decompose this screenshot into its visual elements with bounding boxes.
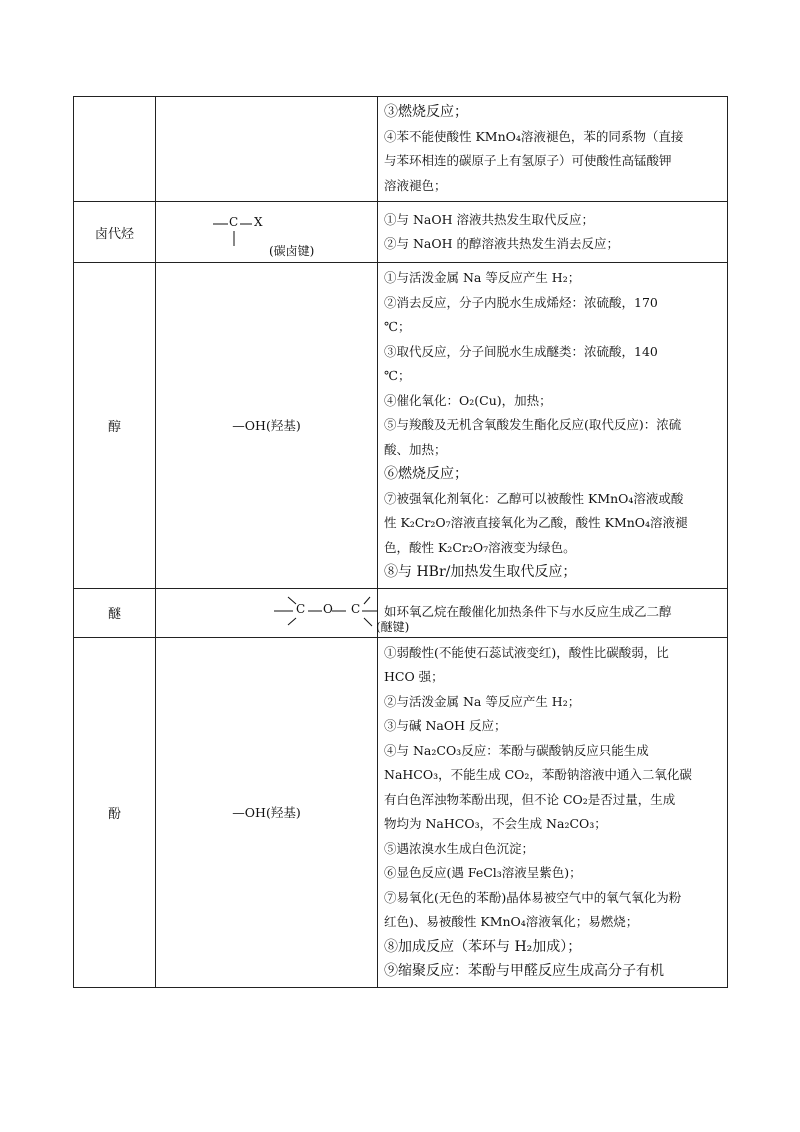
reactions-cell [378, 97, 728, 202]
reactions-cell [378, 637, 728, 987]
bond-lines [156, 202, 378, 262]
reaction-line: ℃； [384, 368, 411, 383]
reaction-line: ①弱酸性(不能使石蕊试液变红)，酸性比碳酸弱，比 [384, 644, 669, 660]
group-name: (醚键) [376, 619, 410, 634]
reactions-cell [378, 588, 728, 637]
functional-group-cell: —OH(羟基) [156, 263, 378, 589]
reaction-line: ⑧与 HBr/加热发生取代反应； [384, 564, 577, 580]
reaction-line: ②与 NaOH 的醇溶液共热发生消去反应； [384, 236, 619, 251]
reaction-line: 如环氧乙烷在酸催化加热条件下与水反应生成乙二醇 [384, 604, 672, 620]
reaction-line: ⑦易氧化(无色的苯酚)晶体易被空气中的氧气氧化为粉 [384, 889, 682, 905]
carbon-halogen-structure [156, 202, 377, 262]
row-ether [74, 588, 728, 637]
reaction-line: ④与 Na₂CO₃反应：苯酚与碳酸钠反应只能生成 [384, 742, 649, 758]
category-cell: 醚 [74, 588, 156, 637]
row-continued [74, 97, 728, 202]
reaction-line: ⑥燃烧反应； [384, 466, 468, 482]
group-name: (碳卤键) [269, 244, 315, 258]
reaction-properties-table [73, 96, 728, 988]
reaction-line: ⑤与羧酸及无机含氧酸发生酯化反应(取代反应)：浓硫 [384, 417, 682, 432]
row-alcohol [74, 263, 728, 589]
reaction-line: ④催化氧化：O₂(Cu)，加热； [384, 392, 552, 408]
reaction-line: NaHCO₃，不能生成 CO₂，苯酚钠溶液中通入二氧化碳 [384, 767, 692, 782]
bond-lines [156, 589, 378, 637]
reaction-line: ③与碱 NaOH 反应； [384, 718, 507, 733]
reaction-line: 物均为 NaHCO₃，不会生成 Na₂CO₃； [384, 816, 607, 831]
row-phenol [74, 637, 728, 987]
reaction-line: ③取代反应，分子间脱水生成醚类：浓硫酸，140 [384, 343, 658, 359]
reaction-line: 红色)、易被酸性 KMnO₄溶液氧化；易燃烧； [384, 914, 639, 929]
reaction-line: ⑧加成反应（苯环与 H₂加成）； [384, 938, 582, 955]
reaction-line: 性 K₂Cr₂O₇溶液直接氧化为乙酸，酸性 KMnO₄溶液褪 [384, 515, 688, 530]
halogen-atom: X [254, 215, 263, 229]
reaction-line: ⑤遇浓溴水生成白色沉淀； [384, 840, 535, 856]
category-cell: 卤代烃 [74, 202, 156, 263]
reaction-line: 与苯环相连的碳原子上有氢原子）可使酸性高锰酸钾 [384, 153, 672, 168]
reaction-line: 有白色浑浊物苯酚出现，但不论 CO₂是否过量，生成 [384, 791, 676, 807]
reaction-line: ①与 NaOH 溶液共热发生取代反应； [384, 211, 594, 227]
carbon-atom: C [351, 601, 361, 616]
functional-group-cell [156, 97, 378, 202]
reaction-line: ⑨缩聚反应：苯酚与甲醛反应生成高分子有机 [384, 963, 664, 979]
reactions-cell [378, 202, 728, 263]
reaction-line: ⑥显色反应(遇 FeCl₃溶液呈紫色)； [384, 865, 582, 880]
reaction-line: ②消去反应，分子内脱水生成烯烃：浓硫酸，170 [384, 294, 658, 310]
reaction-line: ③燃烧反应； [384, 104, 468, 120]
reaction-line: ⑦被强氧化剂氧化：乙醇可以被酸性 KMnO₄溶液或酸 [384, 490, 684, 506]
reaction-line: ℃； [384, 319, 411, 334]
category-cell [74, 97, 156, 202]
functional-group-cell [156, 202, 378, 263]
category-cell: 酚 [74, 637, 156, 987]
reaction-line: ④苯不能使酸性 KMnO₄溶液褪色，苯的同系物（直接 [384, 128, 684, 144]
reaction-line: 色，酸性 K₂Cr₂O₇溶液变为绿色。 [384, 539, 576, 555]
category-cell: 醇 [74, 263, 156, 589]
carbon-atom: C [229, 215, 239, 229]
ether-structure [156, 589, 410, 637]
row-haloalkane [74, 202, 728, 263]
reaction-line: HCO 强； [384, 669, 444, 684]
carbon-atom: C [296, 601, 306, 616]
functional-group-cell [156, 588, 410, 637]
reaction-line: 溶液褪色； [384, 177, 447, 193]
functional-group-cell: —OH(羟基) [156, 637, 378, 987]
oxygen-atom: O [323, 601, 333, 616]
reactions-cell [378, 263, 728, 589]
reaction-line: 酸、加热； [384, 441, 447, 457]
reaction-line: ②与活泼金属 Na 等反应产生 H₂； [384, 693, 581, 709]
reaction-line: ①与活泼金属 Na 等反应产生 H₂； [384, 270, 581, 285]
